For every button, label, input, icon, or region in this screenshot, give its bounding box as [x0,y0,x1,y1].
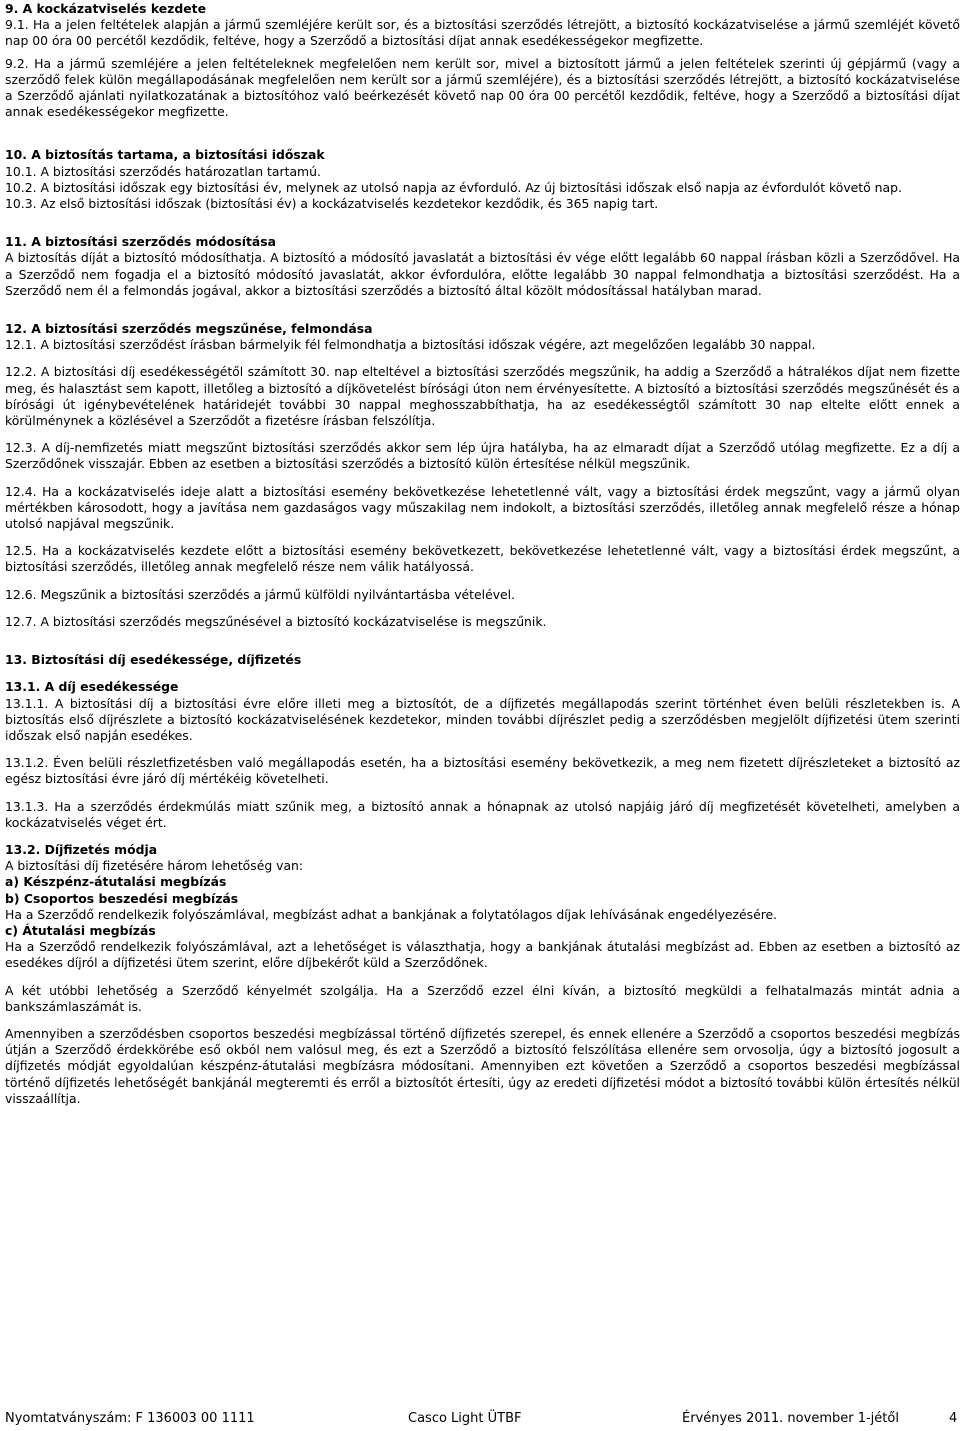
paragraph-13-1-1: 13.1.1. A biztosítási díj a biztosítási évre előre illeti meg a biztosítót, de a díjfizetés megállapodás szerint történhet éven belüli részletekben is. A biztosítás első díjrészlete a biztosító kockázatviselésének kezdetekor, minden további díjrészlet pedig a szerződésben megjelölt díjfizetési ütem szerinti időszak első napján esedékes. [5,695,960,743]
paragraph-10-3: 10.3. Az első biztosítási időszak (biztosítási év) a kockázatviselés kezdetekor kezdődik, és 365 napig tart. [5,196,659,212]
subsection-13-1-heading: 13.1. A díj esedékessége [5,679,179,695]
paragraph-13-1-3: 13.1.3. Ha a szerződés érdekmúlás miatt szűnik meg, a biztosító annak a hónapnak az utolsó napjáig járó díj megfizetését követelheti, amelyben a kockázatviselés véget ért. [5,798,960,830]
paragraph-convenience: A két utóbbi lehetőség a Szerződő kényelmét szolgálja. Ha a Szerződő ezzel élni kíván, a biztosító megküldi a felhatalmazás mintát adnia a bankszámlaszámát is. [5,982,960,1014]
option-a-heading: a) Készpénz-átutalási megbízás [5,874,227,890]
paragraph-12-2: 12.2. A biztosítási díj esedékességétől számított 30. nap elteltével a biztosítási szerződés megszűnik, ha addig a Szerződő a hátralékos díjat nem fizette meg, és halasztást sem kapott, illetőleg a biztosító a díjkövetelést bírósági úton nem érvényesítette. A biztosító a biztosítási szerződés megszűnését és a bírósági út igénybevételének határidejét további 30 nappal meghosszabbíthatja, ha az esedékességtől számított 30 nap eltelte előtt ennek a körülménynek a közlésével a Szerződőt a fizetésre írásban felszólítja. [5,364,960,429]
paragraph-12-4: 12.4. Ha a kockázatviselés ideje alatt a biztosítási esemény bekövetkezése lehetetlenné vált, vagy a biztosítási érdek megszűnt, vagy a jármű olyan mértékben károsodott, hogy a javítása nem gazdaságos vagy műszakilag nem indokolt, a biztosítási szerződés, illetőleg annak megfelelő része a hónap utolsó napjával megszűnik. [5,483,960,532]
paragraph-10-1: 10.1. A biztosítási szerződés határozatlan tartamú. [5,163,321,179]
paragraph-11: A biztosítás díját a biztosító módosíthatja. A biztosító a módosító javaslatát a biztosítási év vége előtt legalább 60 nappal írásban közli a Szerződővel. Ha a Szerződő nem fogadja el a biztosító módosító javaslatát, akkor évfordulóra, előtte legalább 30 nappal felmondhatja a biztosítási szerződést. Ha a Szerződő nem él a felmondás jogával, akkor a biztosítási szerződés a biztosító által közölt módosítással hatályban marad. [5,250,960,298]
paragraph-12-3: 12.3. A díj-nemfizetés miatt megszűnt biztosítási szerződés akkor sem lép újra hatályba, ha az elmaradt díjat a Szerződő utólag megfizette. Ez a díj a Szerződőnek visszajár. Ebben az esetben a biztosítási szerződés a biztosító külön értesítése nélkül megszűnik. [5,440,960,472]
valid-from: Érvényes 2011. november 1-jétől [682,1411,899,1426]
document-body [5,1,960,1107]
paragraph-10-2: 10.2. A biztosítási időszak egy biztosítási év, melynek az utolsó napja az évforduló. Az új biztosítási időszak első napja az évfordulót követő nap. [5,179,902,195]
product-name: Casco Light ÜTBF [408,1411,522,1426]
paragraph-9-1: 9.1. Ha a jelen feltételek alapján a jármű szemléjére került sor, és a biztosítási szerződés létrejött, a biztosító kockázatviselése a jármű szemléjét követő nap 00 óra 00 percétől kezdődik, feltéve, hogy a Szerződő a biztosítási díjat annak esedékességekor megfizette. [5,17,960,49]
page-footer [5,1411,960,1429]
option-b-heading: b) Csoportos beszedési megbízás [5,890,239,906]
section-13-heading: 13. Biztosítási díj esedékessége, díjfizetés [5,652,302,668]
paragraph-12-1: 12.1. A biztosítási szerződést írásban bármelyik fél felmondhatja a biztosítási időszak végére, azt megelőzően legalább 30 nappal. [5,337,816,353]
section-9-heading: 9. A kockázatviselés kezdete [5,1,206,16]
form-number: Nyomtatványszám: F 136003 00 1111 [5,1411,255,1426]
section-10-heading: 10. A biztosítás tartama, a biztosítási időszak [5,147,325,163]
paragraph-12-7: 12.7. A biztosítási szerződés megszűnésével a biztosító kockázatviselése is megszűnik. [5,613,547,629]
subsection-13-2-heading: 13.2. Díjfizetés módja [5,841,158,857]
payment-options-intro: A biztosítási díj fizetésére három lehetőség van: [5,858,304,874]
paragraph-12-6: 12.6. Megszűnik a biztosítási szerződés a jármű külföldi nyilvántartásba vételével. [5,586,516,602]
paragraph-12-5: 12.5. Ha a kockázatviselés kezdete előtt a biztosítási esemény bekövetkezett, bekövetkezése lehetetlenné vált, vagy a biztosítási érdek megszűnt, a biztosítási szerződés, illetőleg annak megfelelő része nem válik hatályossá. [5,543,960,575]
page-number: 4 [949,1411,958,1426]
option-b-text: Ha a Szerződő rendelkezik folyószámlával, megbízást adhat a bankjának a folytatólagos díjak lehívásának engedélyezésére. [5,906,778,922]
option-c-heading: c) Átutalási megbízás [5,922,156,938]
paragraph-9-2: 9.2. Ha a jármű szemléjére a jelen feltételeknek megfelelően nem került sor, mivel a biztosított jármű a jelen feltételek szerinti új gépjármű (vagy a szerződő felek külön megállapodásának megfelelően nem került sor a jármű szemléjére), és a biztosítási szerződés létrejött, a biztosító kockázatviselése a Szerződő ajánlati nyilatkozatának a biztosítóhoz való beérkezését követő nap 00 óra 00 percétől kezdődik, feltéve, hogy a Szerződő a biztosítási díjat annak esedékességekor megfizette. [5,55,960,120]
section-12-heading: 12. A biztosítási szerződés megszűnése, felmondása [5,321,373,337]
paragraph-direct-debit: Amennyiben a szerződésben csoportos beszedési megbízással történő díjfizetés szerepel, és ennek ellenére a Szerződő a csoportos beszedési megbízás útján a Szerződő érdekkörébe eső okból nem valósul meg, és ezt a Szerződő a biztosító felszólítása ellenére sem orvosolja, úgy a biztosító jogosult a díjfizetés módját egyoldalúan készpénz-átutalási megbízásra módosítani. Amennyiben ezt követően a Szerződő a csoportos beszedési megbízással történő díjfizetés lehetőségét bankjánál megteremti és erről a biztosítót értesíti, úgy az eredeti díjfizetési módot a biztosító további külön értesítés nélkül visszaállítja. [5,1025,960,1106]
paragraph-13-1-2: 13.1.2. Éven belüli részletfizetésben való megállapodás esetén, ha a biztosítási esemény bekövetkezik, a meg nem fizetett díjrészleteket a biztosító az egész biztosítási évre járó díj mértékéig követelheti. [5,755,960,787]
option-c-text: Ha a Szerződő rendelkezik folyószámlával, azt a lehetőséget is választhatja, hogy a bankjának átutalási megbízást ad. Ebben az esetben a biztosító az esedékes díjról a díjfizetési ütem szerint, előre díjbekérőt küld a Szerződőnek. [5,939,960,971]
section-11-heading: 11. A biztosítási szerződés módosítása [5,234,277,250]
